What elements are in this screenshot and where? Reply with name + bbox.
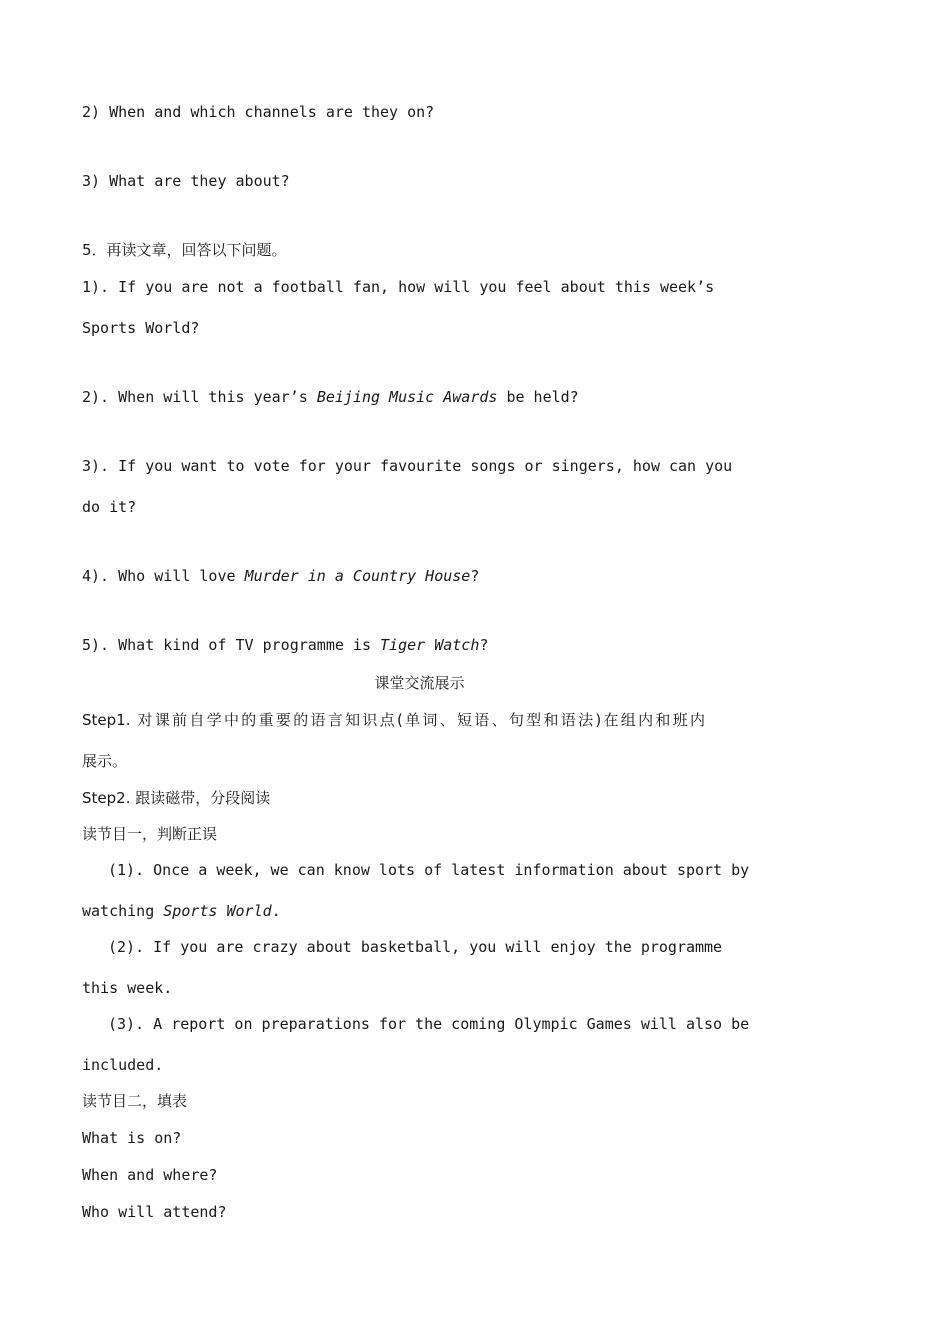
section2-heading: 读节目二，填表 [82, 1092, 188, 1110]
task5-q2-title: Beijing Music Awards [316, 388, 498, 406]
task5-q4-title: Murder in a Country House [244, 567, 471, 585]
step2: Step2. 跟读磁带，分段阅读 [82, 789, 271, 807]
task5-q4-prefix: 4). Who will love [82, 567, 245, 585]
s1-item2-line1: (2). If you are crazy about basketball, you will enjoy the programme [108, 938, 723, 956]
task5-q5-prefix: 5). What kind of TV programme is [82, 636, 381, 654]
task5-q5-suffix: ? [479, 636, 489, 654]
s1-item3-line2: included. [82, 1056, 164, 1074]
s1-item1-line1: (1). Once a week, we can know lots of latest information about sport by [108, 861, 750, 879]
s1-item1-line2 [82, 901, 705, 921]
task5-q5 [82, 635, 705, 655]
task5-q5-title: Tiger Watch [380, 636, 480, 654]
question-2: 2) When and which channels are they on? [82, 103, 435, 121]
classroom-title: 课堂交流展示 [374, 674, 465, 692]
s1-item1-prefix: watching [82, 902, 164, 920]
task5-heading: 5．再读文章，回答以下问题。 [82, 241, 287, 259]
task5-q4 [82, 566, 705, 586]
task5-q1-line2: Sports World? [82, 319, 200, 337]
section1-heading: 读节目一，判断正误 [82, 825, 218, 843]
task5-q2-suffix: be held? [497, 388, 579, 406]
table-row-what: What is on? [82, 1129, 182, 1147]
step1-line1: Step1. 对课前自学中的重要的语言知识点(单词、短语、句型和语法)在组内和班内 [82, 711, 705, 729]
task5-q3-line2: do it? [82, 498, 137, 516]
question-3: 3) What are they about? [82, 172, 290, 190]
table-row-who: Who will attend? [82, 1203, 227, 1221]
s1-item1-suffix: . [271, 902, 281, 920]
s1-item2-line2: this week. [82, 979, 173, 997]
task5-q1-line1: 1). If you are not a football fan, how will you feel about this week’s [82, 278, 715, 296]
table-row-when: When and where? [82, 1166, 218, 1184]
task5-q4-suffix: ? [470, 567, 480, 585]
step1-line2: 展示。 [82, 752, 128, 770]
task5-q2 [82, 387, 705, 407]
task5-q3-line1: 3). If you want to vote for your favourite songs or singers, how can you [82, 457, 733, 475]
s1-item1-title: Sports World [163, 902, 272, 920]
task5-q2-prefix: 2). When will this year’s [82, 388, 317, 406]
s1-item3-line1: (3). A report on preparations for the coming Olympic Games will also be [108, 1015, 750, 1033]
